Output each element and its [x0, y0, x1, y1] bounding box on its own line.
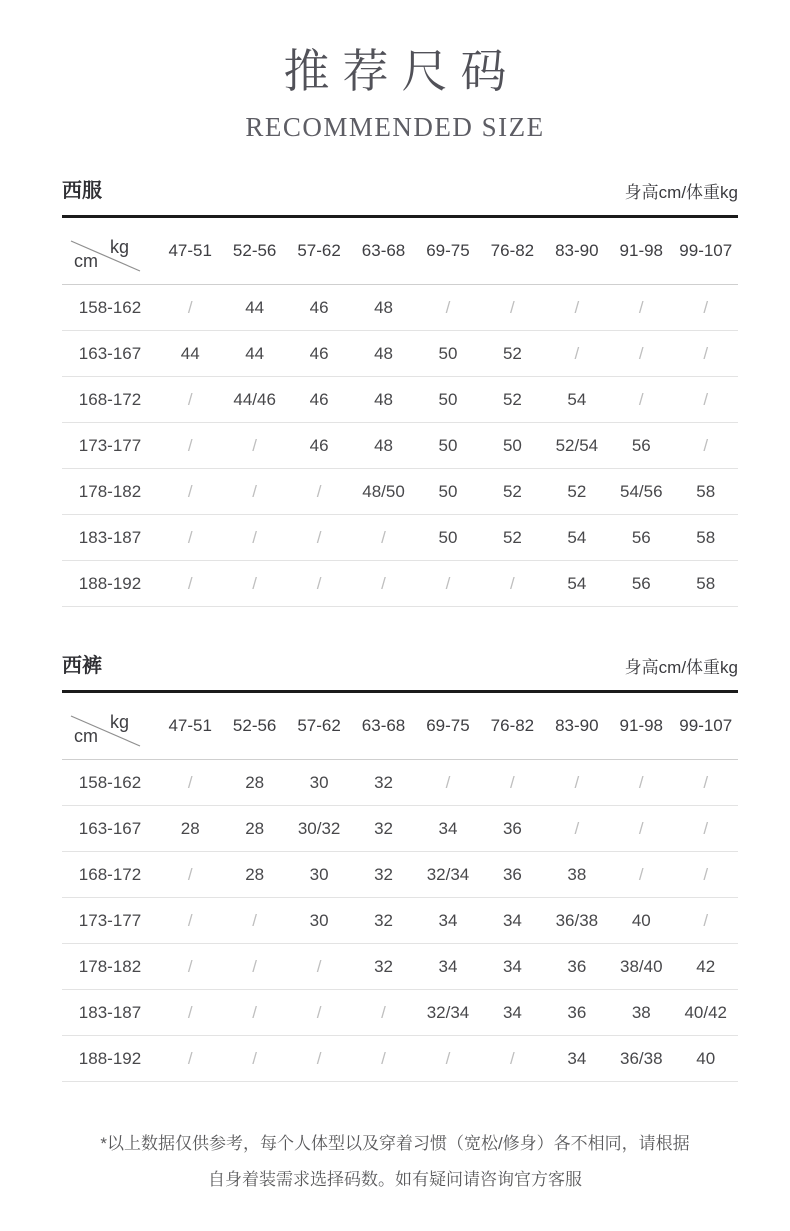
- size-value-cell: 58: [674, 515, 739, 561]
- size-value-cell: 50: [416, 377, 480, 423]
- height-range-cell: 158-162: [62, 285, 158, 331]
- size-value-cell: 32/34: [416, 990, 480, 1036]
- kg-axis-label: kg: [110, 237, 130, 257]
- size-value-cell: 58: [674, 561, 739, 607]
- table-row: [62, 944, 738, 990]
- table-row: [62, 990, 738, 1036]
- size-value-cell: 34: [480, 944, 544, 990]
- size-value-cell: 52: [480, 469, 544, 515]
- size-value-cell: /: [287, 469, 351, 515]
- size-value-cell: /: [609, 760, 673, 806]
- column-header: 52-56: [222, 218, 286, 285]
- size-value-cell: 40: [609, 898, 673, 944]
- size-value-cell: /: [416, 561, 480, 607]
- section-title: 西服: [62, 180, 102, 202]
- size-value-cell: /: [609, 331, 673, 377]
- size-value-cell: 38: [609, 990, 673, 1036]
- size-value-cell: 36: [545, 990, 609, 1036]
- table-row: [62, 377, 738, 423]
- size-value-cell: 44: [158, 331, 222, 377]
- height-range-cell: 183-187: [62, 990, 158, 1036]
- height-range-cell: 188-192: [62, 1036, 158, 1082]
- table-row: [62, 806, 738, 852]
- size-value-cell: /: [158, 990, 222, 1036]
- size-value-cell: 32/34: [416, 852, 480, 898]
- size-value-cell: 34: [416, 944, 480, 990]
- column-header: 63-68: [351, 218, 415, 285]
- size-value-cell: 44: [222, 285, 286, 331]
- size-value-cell: 32: [351, 944, 415, 990]
- size-value-cell: /: [287, 561, 351, 607]
- page-subtitle: RECOMMENDED SIZE: [245, 112, 545, 142]
- size-value-cell: 56: [609, 561, 673, 607]
- size-value-cell: 34: [480, 898, 544, 944]
- column-header: 76-82: [480, 693, 544, 760]
- size-value-cell: 30/32: [287, 806, 351, 852]
- size-value-cell: /: [158, 561, 222, 607]
- column-header: 57-62: [287, 693, 351, 760]
- size-value-cell: 54/56: [609, 469, 673, 515]
- section-suit-pants: [62, 649, 738, 1082]
- size-value-cell: 46: [287, 377, 351, 423]
- size-value-cell: /: [351, 1036, 415, 1082]
- size-value-cell: 48: [351, 285, 415, 331]
- size-value-cell: /: [222, 990, 286, 1036]
- size-value-cell: /: [480, 1036, 544, 1082]
- height-range-cell: 183-187: [62, 515, 158, 561]
- unit-note: 身高cm/体重kg: [624, 183, 738, 202]
- column-header: 63-68: [351, 693, 415, 760]
- size-value-cell: 32: [351, 852, 415, 898]
- unit-note: 身高cm/体重kg: [624, 658, 738, 677]
- size-value-cell: 46: [287, 285, 351, 331]
- suit-pants-size-table: [62, 693, 738, 1082]
- size-value-cell: 28: [222, 806, 286, 852]
- size-value-cell: 34: [416, 898, 480, 944]
- size-value-cell: 52: [480, 377, 544, 423]
- size-value-cell: 48/50: [351, 469, 415, 515]
- size-value-cell: /: [480, 760, 544, 806]
- size-value-cell: 50: [416, 515, 480, 561]
- height-range-cell: 178-182: [62, 944, 158, 990]
- size-value-cell: 38: [545, 852, 609, 898]
- section-suit-jacket: [62, 174, 738, 607]
- size-value-cell: /: [674, 423, 739, 469]
- section-header: [62, 649, 738, 693]
- size-value-cell: 44/46: [222, 377, 286, 423]
- kg-axis-label: kg: [110, 712, 130, 732]
- size-value-cell: 54: [545, 377, 609, 423]
- height-range-cell: 163-167: [62, 806, 158, 852]
- size-value-cell: 54: [545, 561, 609, 607]
- size-value-cell: 52: [480, 331, 544, 377]
- size-value-cell: /: [545, 760, 609, 806]
- size-value-cell: 38/40: [609, 944, 673, 990]
- size-value-cell: 32: [351, 898, 415, 944]
- table-row: [62, 469, 738, 515]
- size-value-cell: 56: [609, 423, 673, 469]
- size-value-cell: 34: [545, 1036, 609, 1082]
- size-value-cell: 34: [480, 990, 544, 1036]
- header-row: [62, 218, 738, 285]
- corner-cell: [62, 693, 158, 760]
- size-value-cell: /: [158, 898, 222, 944]
- corner-cell: [62, 218, 158, 285]
- column-header: 57-62: [287, 218, 351, 285]
- column-header: 83-90: [545, 218, 609, 285]
- size-value-cell: /: [351, 561, 415, 607]
- table-row: [62, 1036, 738, 1082]
- column-header: 91-98: [609, 218, 673, 285]
- suit-jacket-size-table: [62, 218, 738, 607]
- size-value-cell: 40: [674, 1036, 739, 1082]
- size-value-cell: 36/38: [609, 1036, 673, 1082]
- size-value-cell: /: [222, 469, 286, 515]
- section-header: [62, 174, 738, 218]
- size-value-cell: /: [674, 377, 739, 423]
- height-range-cell: 188-192: [62, 561, 158, 607]
- size-value-cell: /: [480, 285, 544, 331]
- size-value-cell: /: [222, 944, 286, 990]
- column-header: 47-51: [158, 693, 222, 760]
- size-value-cell: /: [480, 561, 544, 607]
- size-value-cell: /: [158, 377, 222, 423]
- size-value-cell: /: [674, 285, 739, 331]
- footnote-line2: 自身着装需求选择码数。如有疑问请咨询官方客服: [208, 1170, 582, 1189]
- column-header: 69-75: [416, 218, 480, 285]
- size-value-cell: 50: [416, 331, 480, 377]
- height-range-cell: 168-172: [62, 377, 158, 423]
- table-row: [62, 285, 738, 331]
- height-range-cell: 168-172: [62, 852, 158, 898]
- size-value-cell: /: [158, 515, 222, 561]
- column-header: 52-56: [222, 693, 286, 760]
- size-value-cell: /: [351, 515, 415, 561]
- size-value-cell: 36/38: [545, 898, 609, 944]
- size-value-cell: /: [609, 285, 673, 331]
- height-range-cell: 173-177: [62, 423, 158, 469]
- size-value-cell: 50: [416, 469, 480, 515]
- size-value-cell: /: [222, 515, 286, 561]
- page-header: [0, 0, 790, 144]
- size-value-cell: /: [222, 898, 286, 944]
- table-row: [62, 515, 738, 561]
- footnote-line1: *以上数据仅供参考，每个人体型以及穿着习惯（宽松/修身）各不相同，请根据: [100, 1134, 690, 1153]
- size-value-cell: 50: [416, 423, 480, 469]
- size-value-cell: 32: [351, 760, 415, 806]
- column-header: 99-107: [674, 693, 739, 760]
- size-value-cell: 48: [351, 423, 415, 469]
- cm-axis-label: cm: [74, 251, 98, 271]
- size-value-cell: /: [222, 561, 286, 607]
- size-value-cell: 44: [222, 331, 286, 377]
- size-value-cell: 28: [222, 760, 286, 806]
- size-value-cell: /: [674, 760, 739, 806]
- size-value-cell: /: [287, 944, 351, 990]
- size-value-cell: 52: [545, 469, 609, 515]
- size-value-cell: 52/54: [545, 423, 609, 469]
- size-value-cell: /: [158, 852, 222, 898]
- page-title: 推荐尺码: [283, 46, 520, 97]
- table-row: [62, 423, 738, 469]
- size-value-cell: 30: [287, 852, 351, 898]
- footnote: [0, 1126, 790, 1198]
- size-value-cell: 58: [674, 469, 739, 515]
- size-value-cell: 30: [287, 898, 351, 944]
- size-value-cell: 46: [287, 423, 351, 469]
- height-range-cell: 163-167: [62, 331, 158, 377]
- size-value-cell: 56: [609, 515, 673, 561]
- size-value-cell: /: [222, 1036, 286, 1082]
- size-value-cell: /: [287, 1036, 351, 1082]
- size-value-cell: /: [674, 898, 739, 944]
- size-value-cell: 46: [287, 331, 351, 377]
- size-value-cell: /: [545, 285, 609, 331]
- size-value-cell: /: [158, 944, 222, 990]
- size-value-cell: 52: [480, 515, 544, 561]
- size-value-cell: /: [351, 990, 415, 1036]
- size-value-cell: 28: [222, 852, 286, 898]
- column-header: 99-107: [674, 218, 739, 285]
- section-title: 西裤: [62, 655, 102, 677]
- size-value-cell: /: [545, 806, 609, 852]
- size-value-cell: 54: [545, 515, 609, 561]
- size-value-cell: /: [158, 423, 222, 469]
- size-value-cell: /: [674, 852, 739, 898]
- size-value-cell: /: [158, 469, 222, 515]
- size-value-cell: 28: [158, 806, 222, 852]
- header-row: [62, 693, 738, 760]
- size-value-cell: 40/42: [674, 990, 739, 1036]
- table-row: [62, 852, 738, 898]
- size-value-cell: /: [609, 852, 673, 898]
- size-value-cell: 48: [351, 377, 415, 423]
- cm-axis-label: cm: [74, 726, 98, 746]
- column-header: 47-51: [158, 218, 222, 285]
- size-value-cell: /: [416, 1036, 480, 1082]
- height-range-cell: 173-177: [62, 898, 158, 944]
- size-value-cell: /: [674, 806, 739, 852]
- column-header: 76-82: [480, 218, 544, 285]
- size-value-cell: /: [416, 285, 480, 331]
- column-header: 83-90: [545, 693, 609, 760]
- size-value-cell: 30: [287, 760, 351, 806]
- size-value-cell: 42: [674, 944, 739, 990]
- size-value-cell: /: [222, 423, 286, 469]
- table-row: [62, 760, 738, 806]
- table-row: [62, 898, 738, 944]
- size-value-cell: /: [287, 990, 351, 1036]
- size-value-cell: 32: [351, 806, 415, 852]
- size-value-cell: 36: [480, 852, 544, 898]
- size-value-cell: 36: [545, 944, 609, 990]
- size-value-cell: /: [158, 760, 222, 806]
- column-header: 91-98: [609, 693, 673, 760]
- column-header: 69-75: [416, 693, 480, 760]
- table-row: [62, 331, 738, 377]
- size-value-cell: 36: [480, 806, 544, 852]
- size-value-cell: /: [158, 285, 222, 331]
- size-value-cell: /: [416, 760, 480, 806]
- height-range-cell: 158-162: [62, 760, 158, 806]
- size-value-cell: /: [287, 515, 351, 561]
- size-value-cell: 34: [416, 806, 480, 852]
- height-range-cell: 178-182: [62, 469, 158, 515]
- size-value-cell: 48: [351, 331, 415, 377]
- size-value-cell: /: [674, 331, 739, 377]
- size-value-cell: /: [609, 377, 673, 423]
- size-value-cell: /: [545, 331, 609, 377]
- size-value-cell: /: [158, 1036, 222, 1082]
- table-row: [62, 561, 738, 607]
- size-value-cell: /: [609, 806, 673, 852]
- size-value-cell: 50: [480, 423, 544, 469]
